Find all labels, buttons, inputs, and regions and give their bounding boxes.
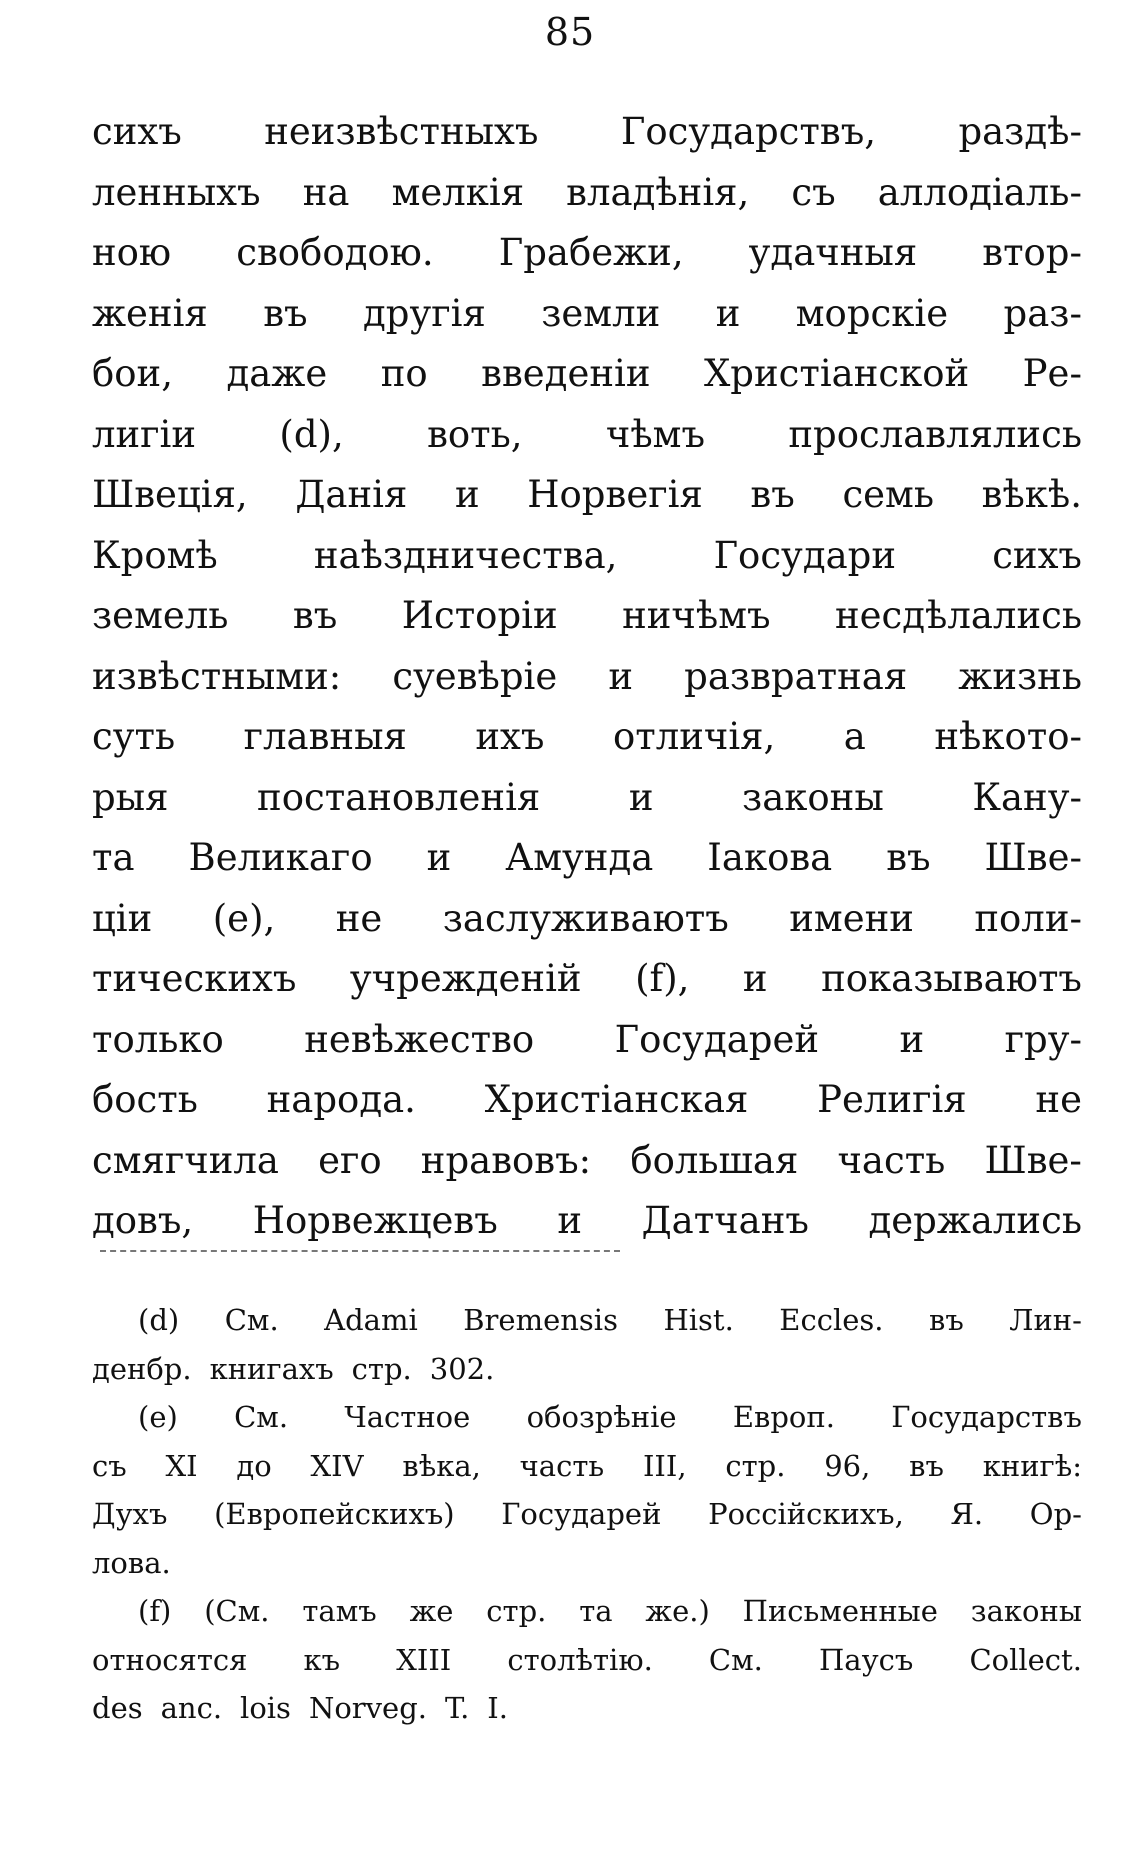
word: съ [791,170,836,214]
word: мелкія [391,170,525,214]
word: воть, [427,412,523,456]
word: и [628,775,654,819]
word: Ре- [1022,352,1082,395]
word: Россійскихъ, [708,1497,904,1531]
word: См. [224,1303,279,1337]
word: тическихъ [92,957,297,1000]
text-line [92,405,1082,466]
word: Государей [614,1017,820,1061]
word: См. [708,1642,763,1677]
word: ничѣмъ [622,594,771,637]
word: же [409,1594,454,1628]
word: (e) [138,1400,178,1434]
text-line [92,284,1082,345]
word: отличія, [612,715,776,758]
word: ихъ [475,715,545,758]
word: въ [929,1303,964,1337]
word: T. [444,1691,470,1725]
word: земель [92,594,229,637]
word: до [236,1448,272,1483]
word: раз- [1003,291,1082,335]
word: Государи [713,533,897,577]
word: часть [519,1448,605,1483]
word: имени [789,896,914,940]
word: Норвежцевъ [252,1199,498,1242]
word: бость [92,1078,198,1121]
word: даже [226,352,328,395]
word: женія [92,291,208,335]
word: поли- [974,896,1082,940]
word: anc. [160,1691,223,1725]
word: Государствъ [891,1400,1082,1434]
text-line [92,1191,1082,1252]
word: въ [292,594,338,637]
word: ною [92,231,172,274]
word: des [92,1691,143,1725]
word: извѣстными: [92,654,342,698]
word: Hist. [663,1303,734,1337]
word: XI [165,1448,198,1483]
word: въ [886,836,931,879]
word: и [715,291,741,335]
word: Шве- [984,836,1082,879]
word: столѣтію. [507,1642,653,1677]
word: введеніи [481,352,651,395]
word: постановленія [257,775,541,819]
text-line [92,586,1082,647]
word: чѣмъ [605,412,705,456]
footnote-line [92,1490,1082,1539]
footnote-line [92,1442,1082,1491]
word: Eccles. [779,1303,884,1337]
word: же.) [645,1594,710,1628]
word: морскіе [795,291,949,335]
word: свободою. [236,231,434,274]
word: вѣка, [402,1448,481,1483]
word: и [608,654,634,698]
word: не [1035,1078,1082,1121]
word: въ [750,473,795,516]
word: Кану- [972,775,1082,819]
word: другія [363,291,486,335]
word: жизнь [958,654,1082,698]
word: Норвегія [527,473,703,516]
word: его [318,1138,382,1182]
word: lois [240,1691,291,1725]
word: показываютъ [821,957,1082,1000]
word: Norveg. [308,1691,427,1725]
word: 302. [429,1351,495,1386]
word: смягчила [92,1138,279,1182]
word: лигіи [92,412,197,456]
text-line [92,647,1082,708]
word: нѣкото- [934,715,1082,758]
word: стр. [725,1448,786,1483]
word: Adami [324,1303,418,1337]
footnote-line [92,1296,1082,1345]
text-line [92,768,1082,829]
footnote-line [92,1587,1082,1636]
word: Великаго [188,836,373,879]
word: неизвѣстныхъ [264,110,539,153]
text-line [92,828,1082,889]
word: книгахъ [209,1351,334,1386]
word: Collect. [969,1642,1082,1677]
footnote-line [92,1684,1082,1733]
word: съ [92,1448,127,1483]
text-line [92,526,1082,587]
word: (См. [204,1594,270,1628]
footnote-line [92,1345,1082,1394]
word: въ [909,1448,944,1483]
word: Христіанская [484,1078,749,1121]
word: I. [487,1691,508,1725]
word: и [454,473,480,516]
word: къ [303,1642,341,1677]
word: семь [842,473,934,516]
word: См. [234,1400,289,1434]
word: (e), [212,896,276,940]
word: главныя [243,715,407,758]
word: относятся [92,1642,248,1677]
text-line [92,1010,1082,1071]
word: Швеція, [92,473,248,516]
word: нравовъ: [420,1138,592,1182]
word: Амунда [505,836,654,879]
word: держались [868,1199,1082,1242]
word: стр. [486,1594,547,1628]
word: III, [642,1448,687,1483]
word: (f), [635,957,690,1000]
word: Шве- [984,1138,1082,1182]
word: Религія [817,1078,967,1121]
word: та [92,836,135,879]
text-line [92,344,1082,405]
word: Данія [295,473,408,516]
text-line [92,1070,1082,1131]
word: Ор- [1029,1497,1082,1531]
word: бои, [92,352,173,395]
word: суевѣріе [392,654,558,698]
word: втор- [982,231,1082,274]
word: по [380,352,428,395]
word: наѣздничества, [313,533,618,577]
text-line [92,707,1082,768]
text-line [92,223,1082,284]
word: и [742,957,768,1000]
word: законы [742,775,884,819]
word: Датчанъ [641,1199,809,1242]
word: и [426,836,452,879]
word: аллодіаль- [877,170,1082,214]
word: (f) [138,1594,172,1628]
word: (d), [279,412,344,456]
word: удачныя [748,231,918,274]
word: гру- [1004,1017,1082,1061]
word: только [92,1017,224,1061]
word: XIV [310,1448,364,1483]
text-line [92,163,1082,224]
word: часть [837,1138,946,1182]
word: земли [541,291,661,335]
word: (Европейскихъ) [214,1497,455,1531]
word: Частное [344,1400,471,1434]
text-line [92,889,1082,950]
word: Письменные [742,1594,938,1628]
text-line [92,949,1082,1010]
word: раздѣ- [958,110,1082,153]
text-line [92,1131,1082,1192]
word: Европ. [732,1400,835,1434]
word: рыя [92,775,169,819]
footnotes [92,1296,1082,1733]
word: суть [92,715,176,758]
word: и [899,1017,925,1061]
word: на [302,170,350,214]
word: Паусъ [818,1642,914,1677]
word: стр. [351,1351,412,1386]
word: не [335,896,383,940]
word: Христіанской [703,352,970,395]
word: (d) [138,1303,180,1337]
word: довъ, [92,1199,194,1242]
footnote-separator [100,1250,620,1252]
word: Я. [950,1497,984,1531]
word: ленныхъ [92,170,261,214]
main-text [92,102,1082,1252]
word: Грабежи, [498,231,684,274]
word: заслуживаютъ [442,896,729,940]
word: 96, [824,1448,871,1483]
footnote-line [92,1636,1082,1685]
word: XIII [396,1642,452,1677]
word: невѣжество [304,1017,535,1061]
word: тамъ [302,1594,377,1628]
page-number: 85 [544,10,596,54]
word: книгѣ: [982,1448,1082,1483]
text-line [92,465,1082,526]
text-line [92,102,1082,163]
footnote-line [92,1393,1082,1442]
footnote-line [92,1539,1082,1588]
word: лова. [92,1545,171,1580]
word: вѣкѣ. [981,473,1082,516]
word: Государей [501,1497,662,1531]
word: въ [263,291,308,335]
word: ціи [92,896,153,940]
word: та [579,1594,613,1628]
word: и [557,1199,583,1242]
word: Іакова [707,836,833,879]
word: Кромѣ [92,533,218,577]
word: народа. [266,1078,416,1121]
word: денбр. [92,1351,192,1386]
word: владѣнія, [566,170,750,214]
word: а [843,715,866,758]
word: сихъ [92,110,182,153]
word: учрежденій [349,957,582,1000]
word: Духъ [92,1497,168,1531]
word: законы [970,1594,1082,1628]
word: Исторіи [401,594,558,637]
word: сихъ [992,533,1082,577]
word: развратная [684,654,908,698]
word: прославлялись [788,412,1082,456]
word: Bremensis [463,1303,618,1337]
word: большая [630,1138,799,1182]
word: Государствъ, [620,110,877,153]
word: Лин- [1009,1303,1082,1337]
word: несдѣлались [835,594,1082,637]
word: обозрѣніе [526,1400,677,1434]
